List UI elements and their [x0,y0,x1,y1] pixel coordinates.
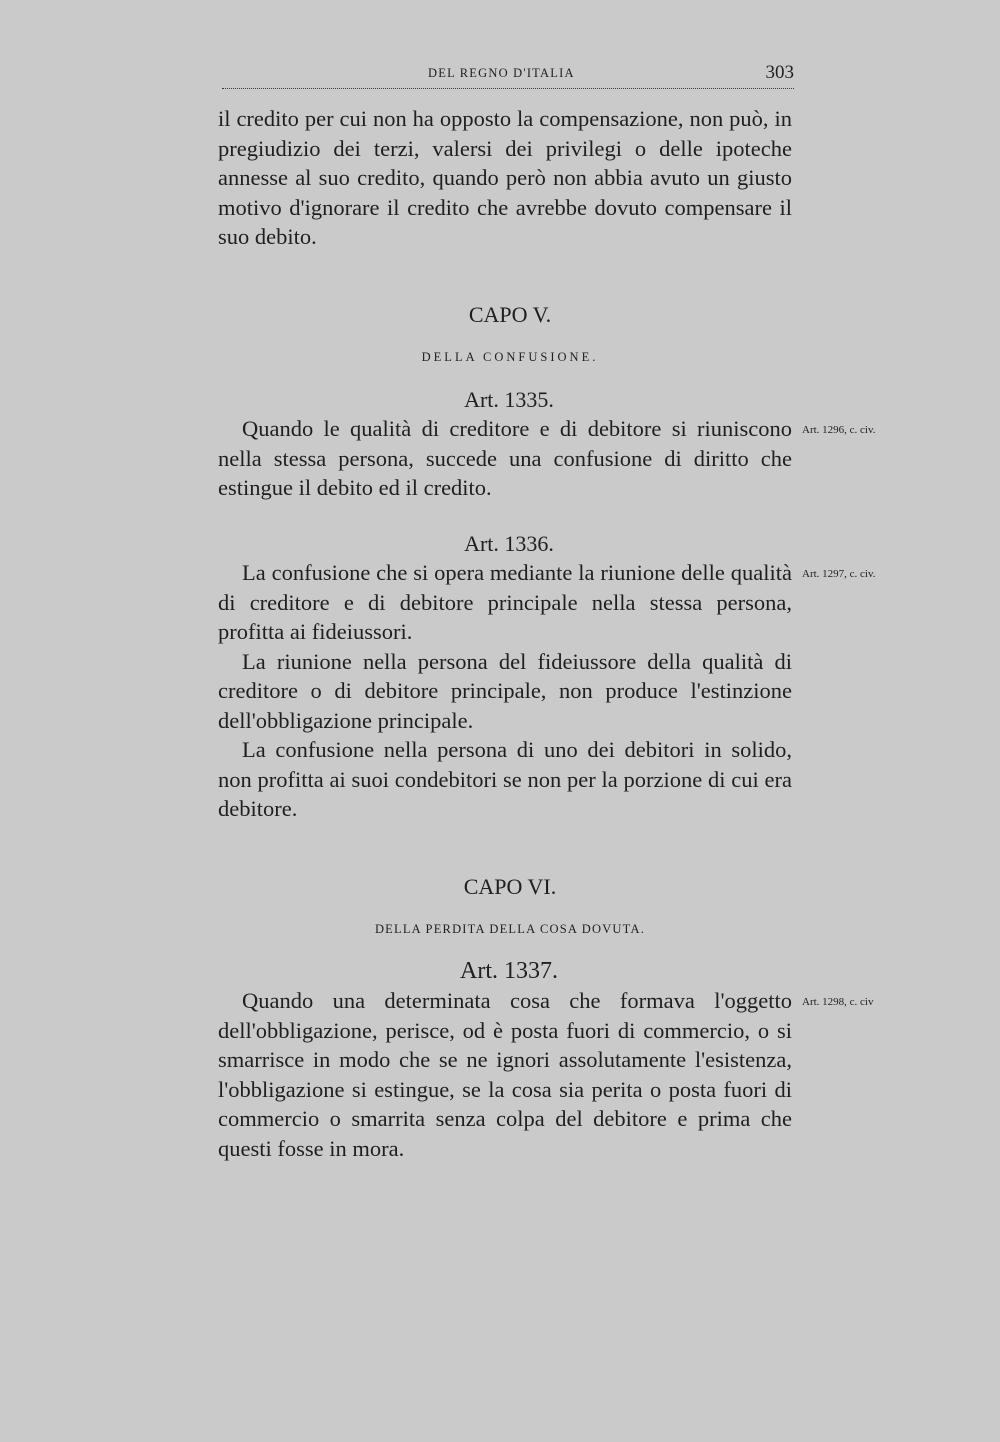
page-number: 303 [765,62,794,83]
intro-paragraph: il credito per cui non ha opposto la compensazione, non può, in pregiudizio dei terzi, valersi dei privilegi o delle ipoteche annesse al suo credito, quando però non abbia avuto un giusto motivo d'ignorare il credito che avrebbe dovuto compensare il suo debito. [218,106,792,249]
margin-note-1296: Art. 1296, c. civ. [802,424,876,436]
article-1336-paragraph-1: La confusione che si opera mediante la riunione delle qualità di creditore e di debitore principale nella stessa persona, profitta ai fideiussori. [218,560,792,644]
article-1335-paragraph: Quando le qualità di creditore e di debitore si riuniscono nella stessa persona, succede una confusione di diritto che estingue il debito ed il credito. [218,416,792,500]
article-1336-paragraph-3: La confusione nella persona di uno dei debitori in solido, non profitta ai suoi condebitori se non per la porzione di cui era debitore. [218,737,792,821]
article-heading-1335: Art. 1335. [464,386,554,412]
chapter-title-capo-vi: CAPO VI. [463,873,557,899]
running-header [222,62,794,89]
article-heading-1337: Art. 1337. [460,957,558,984]
article-1337 [218,986,874,1163]
article-heading-1336: Art. 1336. [464,530,554,556]
article-1335 [218,414,876,503]
chapter-title-capo-v: CAPO V. [468,301,552,327]
article-1336-paragraph-2: La riunione nella persona del fideiussore della qualità di creditore o di debitore principale, non produce l'estinzione dell'obbligazione principale. [218,648,792,733]
margin-note-1297: Art. 1297, c. civ. [802,568,876,580]
article-1336 [218,558,876,824]
chapter-subtitle-confusione: DELLA CONFUSIONE. [421,350,599,364]
chapter-subtitle-perdita: DELLA PERDITA DELLA COSA DOVUTA. [374,922,646,936]
article-1337-paragraph: Quando una determinata cosa che formava l'oggetto dell'obbligazione, perisce, od è posta fuori di commercio, o si smarrisce in modo che se ne ignori assolutamente l'esistenza, l'obbligazione si estingue, se la cosa sia perita o posta fuori di commercio o smarrita senza colpa del debitore e prima che questi fosse in mora. [218,988,792,1161]
margin-note-1298: Art. 1298, c. civ [802,996,874,1008]
running-title: DEL REGNO D'ITALIA [428,66,575,80]
text-column [218,104,876,1163]
